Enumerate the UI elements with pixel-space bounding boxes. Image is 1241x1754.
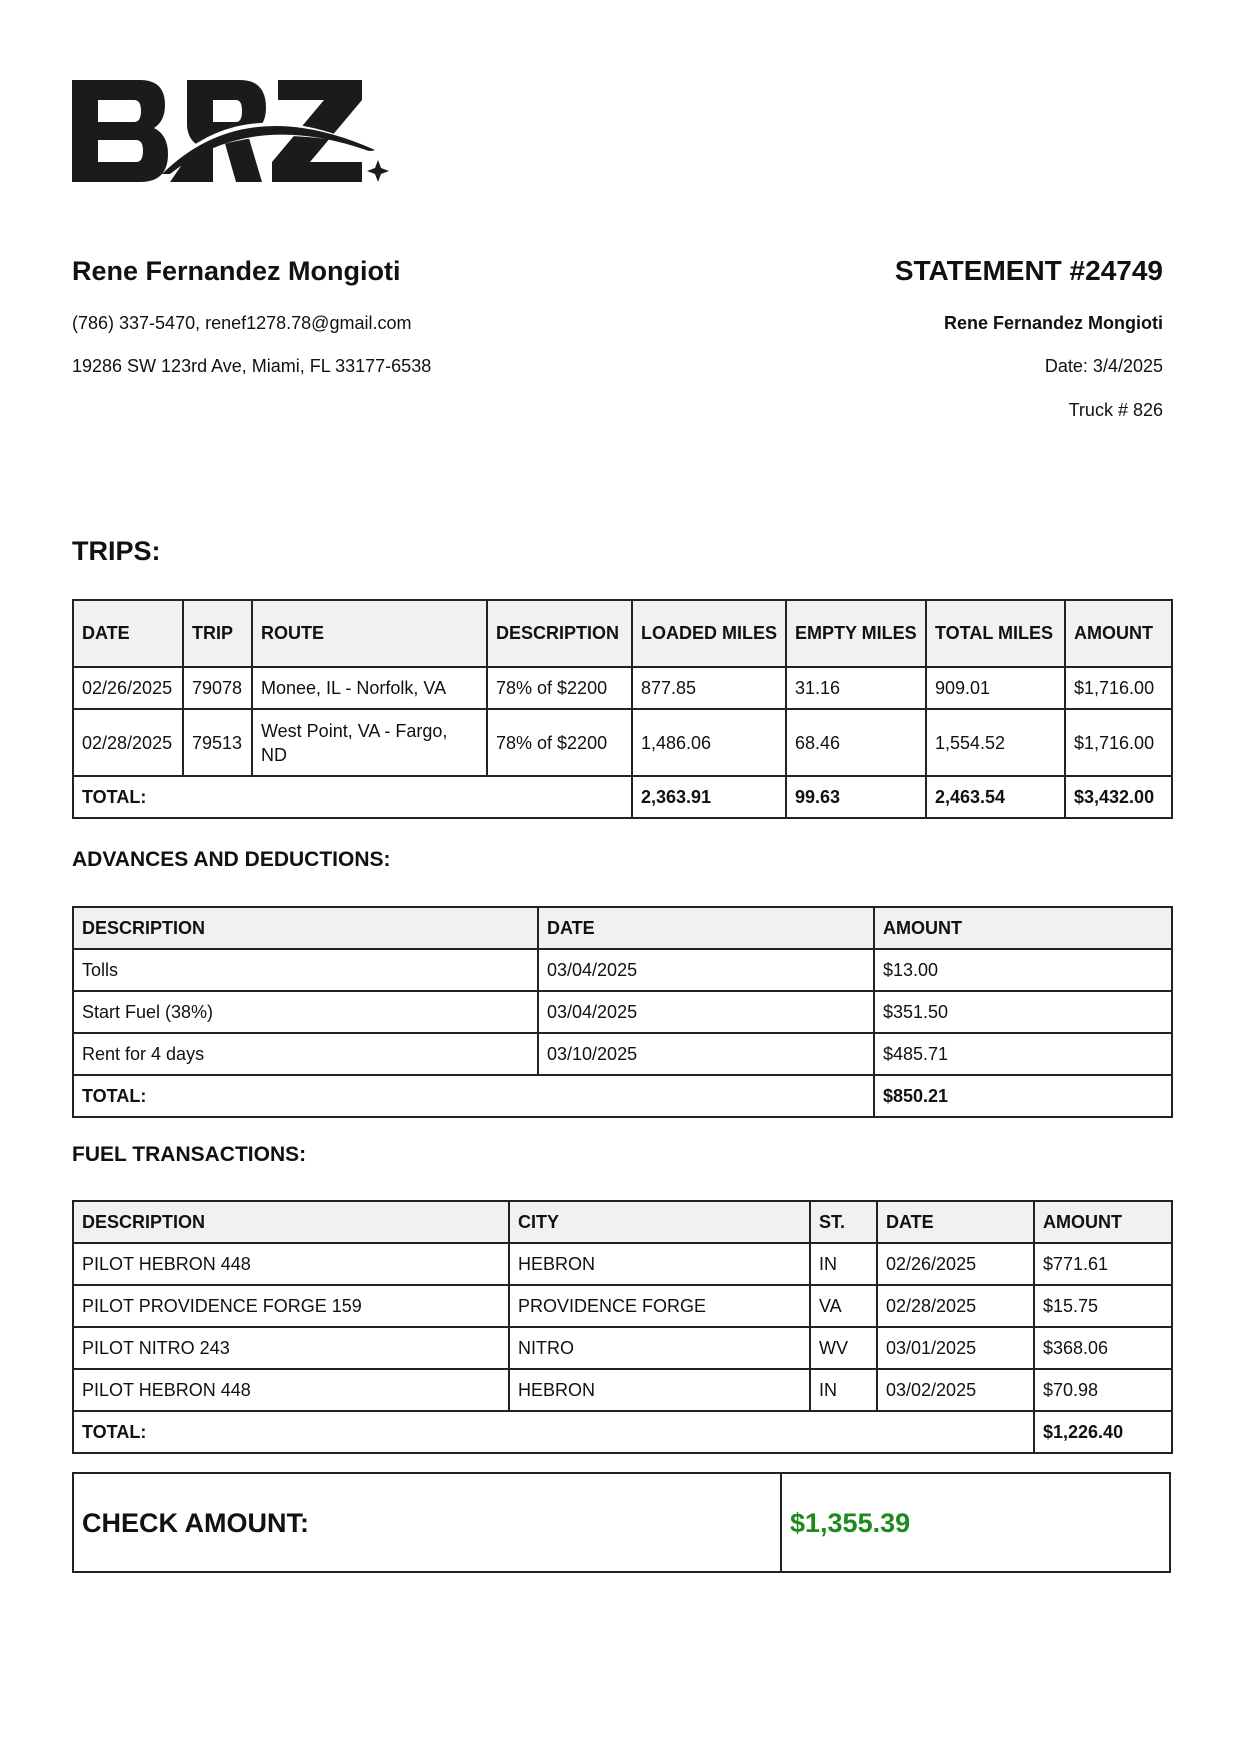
trips-total-row — [73, 776, 1172, 818]
cell: 79513 — [183, 709, 252, 776]
cell: VA — [810, 1285, 877, 1327]
statement-info — [895, 254, 1163, 288]
cell: PILOT HEBRON 448 — [73, 1369, 509, 1411]
cell: 79078 — [183, 667, 252, 709]
cell: WV — [810, 1327, 877, 1369]
col-header: AMOUNT — [874, 907, 1172, 949]
total-loaded-miles: 2,363.91 — [632, 776, 786, 818]
cell: 02/28/2025 — [73, 709, 183, 776]
cell: West Point, VA - Fargo, ND — [252, 709, 487, 776]
table-row — [73, 949, 1172, 991]
trips-table — [72, 599, 1173, 819]
cell: $368.06 — [1034, 1327, 1172, 1369]
cell: $70.98 — [1034, 1369, 1172, 1411]
driver-name: Rene Fernandez Mongioti — [72, 256, 401, 286]
statement-title: STATEMENT #24749 — [894, 255, 1163, 286]
cell: 68.46 — [786, 709, 926, 776]
statement-date: Date: 3/4/2025 — [1044, 356, 1163, 376]
col-header: EMPTY MILES — [786, 600, 926, 667]
cell: PROVIDENCE FORGE — [509, 1285, 810, 1327]
cell: $15.75 — [1034, 1285, 1172, 1327]
col-header: AMOUNT — [1065, 600, 1172, 667]
table-row — [73, 667, 1172, 709]
col-header: DESCRIPTION — [73, 907, 538, 949]
driver-info — [72, 254, 401, 288]
deductions-total-row — [73, 1075, 1172, 1117]
table-row — [73, 709, 1172, 776]
truck-number: Truck # 826 — [1068, 400, 1163, 420]
col-header: DATE — [73, 600, 183, 667]
cell: $13.00 — [874, 949, 1172, 991]
col-header: TRIP — [183, 600, 252, 667]
cell: $351.50 — [874, 991, 1172, 1033]
table-row — [73, 1033, 1172, 1075]
cell: 03/10/2025 — [538, 1033, 874, 1075]
table-row — [73, 1285, 1172, 1327]
deductions-header-row — [73, 907, 1172, 949]
cell: 78% of $2200 — [487, 667, 632, 709]
col-header: ROUTE — [252, 600, 487, 667]
col-header: TOTAL MILES — [926, 600, 1065, 667]
check-amount-box — [72, 1472, 1171, 1573]
deductions-table — [72, 906, 1173, 1118]
cell: 78% of $2200 — [487, 709, 632, 776]
total-label: TOTAL: — [73, 1075, 874, 1117]
col-header: LOADED MILES — [632, 600, 786, 667]
cell: 03/04/2025 — [538, 991, 874, 1033]
col-header: AMOUNT — [1034, 1201, 1172, 1243]
table-row — [73, 991, 1172, 1033]
col-header: CITY — [509, 1201, 810, 1243]
cell: $771.61 — [1034, 1243, 1172, 1285]
cell: 31.16 — [786, 667, 926, 709]
col-header: DATE — [538, 907, 874, 949]
total-miles: 2,463.54 — [926, 776, 1065, 818]
table-row — [73, 1243, 1172, 1285]
cell: Tolls — [73, 949, 538, 991]
trips-header-row — [73, 600, 1172, 667]
total-empty-miles: 99.63 — [786, 776, 926, 818]
col-header: ST. — [810, 1201, 877, 1243]
driver-contact: (786) 337-5470, renef1278.78@gmail.com — [72, 313, 412, 333]
driver-address: 19286 SW 123rd Ave, Miami, FL 33177-6538 — [72, 356, 432, 376]
cell: Monee, IL - Norfolk, VA — [252, 667, 487, 709]
cell: HEBRON — [509, 1369, 810, 1411]
cell: $1,716.00 — [1065, 667, 1172, 709]
cell: $485.71 — [874, 1033, 1172, 1075]
brz-logo — [70, 78, 390, 193]
statement-name: Rene Fernandez Mongioti — [943, 313, 1163, 333]
cell: IN — [810, 1243, 877, 1285]
cell: Rent for 4 days — [73, 1033, 538, 1075]
table-row — [73, 1369, 1172, 1411]
check-amount-label: CHECK AMOUNT: — [73, 1473, 781, 1572]
cell: 03/01/2025 — [877, 1327, 1034, 1369]
cell: PILOT PROVIDENCE FORGE 159 — [73, 1285, 509, 1327]
total-label: TOTAL: — [73, 1411, 1034, 1453]
total-amount: $3,432.00 — [1065, 776, 1172, 818]
cell: IN — [810, 1369, 877, 1411]
cell: $1,716.00 — [1065, 709, 1172, 776]
col-header: DESCRIPTION — [487, 600, 632, 667]
col-header: DATE — [877, 1201, 1034, 1243]
total-amount: $850.21 — [874, 1075, 1172, 1117]
cell: PILOT NITRO 243 — [73, 1327, 509, 1369]
cell: PILOT HEBRON 448 — [73, 1243, 509, 1285]
cell: 03/04/2025 — [538, 949, 874, 991]
deductions-heading: ADVANCES AND DEDUCTIONS: — [72, 848, 391, 871]
fuel-table — [72, 1200, 1173, 1454]
cell: 02/28/2025 — [877, 1285, 1034, 1327]
total-amount: $1,226.40 — [1034, 1411, 1172, 1453]
table-row — [73, 1327, 1172, 1369]
fuel-heading: FUEL TRANSACTIONS: — [72, 1143, 307, 1166]
cell: 877.85 — [632, 667, 786, 709]
col-header: DESCRIPTION — [73, 1201, 509, 1243]
cell: Start Fuel (38%) — [73, 991, 538, 1033]
cell: 1,486.06 — [632, 709, 786, 776]
cell: 03/02/2025 — [877, 1369, 1034, 1411]
fuel-total-row — [73, 1411, 1172, 1453]
fuel-header-row — [73, 1201, 1172, 1243]
cell: 1,554.52 — [926, 709, 1065, 776]
cell: 909.01 — [926, 667, 1065, 709]
trips-heading: TRIPS: — [72, 536, 161, 566]
cell: 02/26/2025 — [877, 1243, 1034, 1285]
cell: NITRO — [509, 1327, 810, 1369]
cell: HEBRON — [509, 1243, 810, 1285]
check-amount-value: $1,355.39 — [781, 1473, 1170, 1572]
total-label: TOTAL: — [73, 776, 632, 818]
cell: 02/26/2025 — [73, 667, 183, 709]
